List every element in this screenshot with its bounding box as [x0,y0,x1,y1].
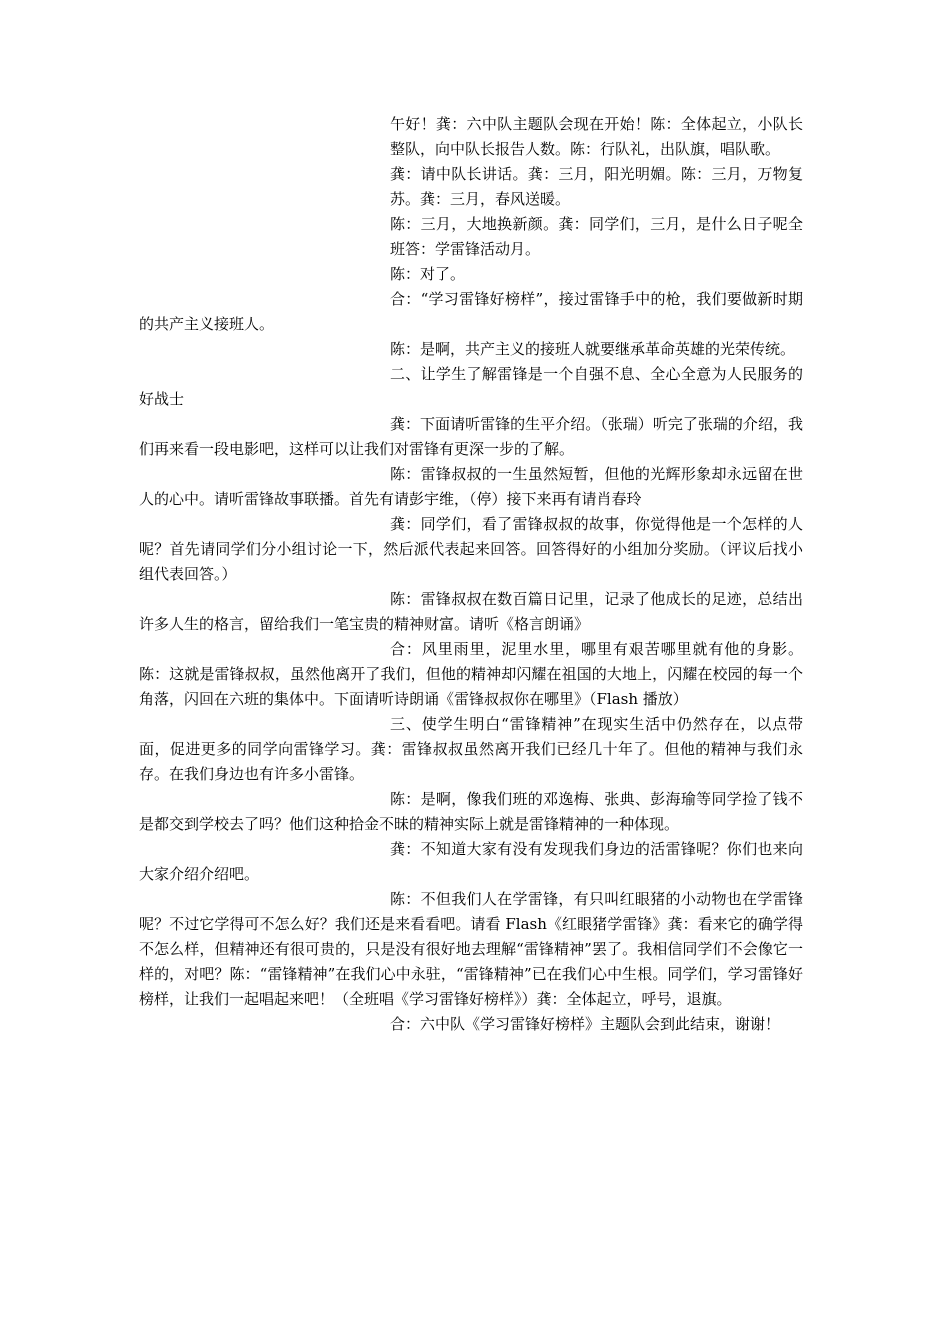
paragraph-2: 龚：请中队长讲话。龚：三月，阳光明媚。陈：三月，万物复苏。龚：三月，春风送暖。 [390,165,803,208]
paragraph-6: 陈：是啊，共产主义的接班人就要继承革命英雄的光荣传统。 [390,340,796,358]
paragraph-4: 陈：对了。 [390,265,466,283]
paragraph-12: 合：风里雨里，泥里水里，哪里有艰苦哪里就有他的身影。陈：这就是雷锋叔叔，虽然他离开了我们，但他的精神却闪耀在祖国的大地上，闪耀在校园的每一个角落，闪回在六班的集体中。下面请听诗朗诵《雷锋叔叔你在哪里》（Flash 播放） [139,640,803,708]
paragraph-14: 陈：是啊，像我们班的邓逸梅、张典、彭海瑜等同学捡了钱不是都交到学校去了吗？他们这种拾金不昧的精神实际上就是雷锋精神的一种体现。 [139,790,803,833]
section-heading-3: 三、使学生明白“雷锋精神”在现实生活中仍然存在，以点带面，促进更多的同学向雷锋学习。龚：雷锋叔叔虽然离开我们已经几十年了。但他的精神与我们永存。在我们身边也有许多小雷锋。 [139,715,803,783]
paragraph-15: 龚：不知道大家有没有发现我们身边的活雷锋呢？你们也来向大家介绍介绍吧。 [139,840,803,883]
paragraph-10: 龚：同学们，看了雷锋叔叔的故事，你觉得他是一个怎样的人呢？首先请同学们分小组讨论一下，然后派代表起来回答。回答得好的小组加分奖励。（评议后找小组代表回答。） [139,515,803,583]
paragraph-9: 陈：雷锋叔叔的一生虽然短暂，但他的光辉形象却永远留在世人的心中。请听雷锋故事联播。首先有请彭宇维，（停）接下来再有请肖春玲 [139,465,803,508]
paragraph-1: 午好！龚：六中队主题队会现在开始！陈：全体起立，小队长整队，向中队长报告人数。陈：行队礼，出队旗，唱队歌。 [390,115,803,158]
paragraph-5: 合：“学习雷锋好榜样”，接过雷锋手中的枪，我们要做新时期的共产主义接班人。 [139,290,803,333]
document-body [139,112,803,1037]
paragraph-11: 陈：雷锋叔叔在数百篇日记里，记录了他成长的足迹，总结出许多人生的格言，留给我们一笔宝贵的精神财富。请听《格言朗诵》 [139,590,803,633]
paragraph-16: 陈：不但我们人在学雷锋，有只叫红眼猪的小动物也在学雷锋呢？不过它学得可不怎么好？我们还是来看看吧。请看 Flash《红眼猪学雷锋》龚：看来它的确学得不怎么样，但精神还有很可贵的，只是没有很好地去理解“雷锋精神”罢了。我相信同学们不会像它一样的，对吧？陈：“雷锋精神”在我们心中永驻，“雷锋精神”已在我们心中生根。同学们，学习雷锋好榜样，让我们一起唱起来吧！（全班唱《学习雷锋好榜样》）龚：全体起立，呼号，退旗。 [139,890,803,1008]
paragraph-3: 陈：三月，大地换新颜。龚：同学们，三月，是什么日子呢全班答：学雷锋活动月。 [390,215,803,258]
paragraph-8: 龚：下面请听雷锋的生平介绍。（张瑞）听完了张瑞的介绍，我们再来看一段电影吧，这样可以让我们对雷锋有更深一步的了解。 [139,415,803,458]
section-heading-2: 二、让学生了解雷锋是一个自强不息、全心全意为人民服务的好战士 [139,365,803,408]
closing-paragraph: 合：六中队《学习雷锋好榜样》主题队会到此结束，谢谢！ [390,1015,781,1033]
